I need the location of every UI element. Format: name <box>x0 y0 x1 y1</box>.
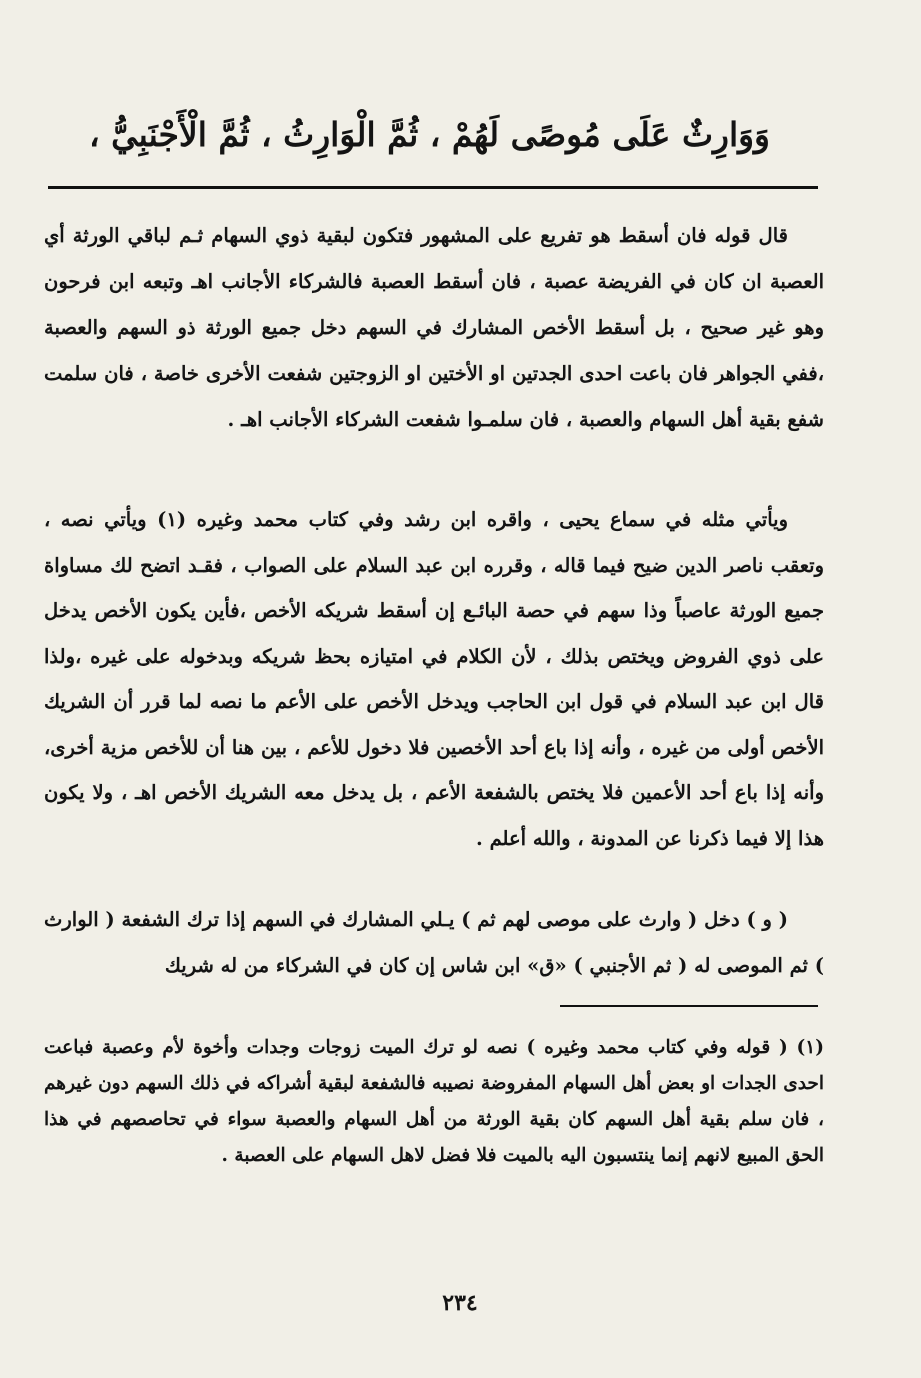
header-divider <box>48 186 818 189</box>
commentary-paragraph-3 <box>44 897 824 989</box>
commentary-paragraph-1 <box>44 213 824 443</box>
page-header-verse: وَوَارِثٌ عَلَى مُوصًى لَهُمْ ، ثُمَّ الْوَارِثُ ، ثُمَّ الْأَجْنَبِيُّ ، <box>88 115 770 154</box>
page-number: ٢٣٤ <box>442 1290 478 1316</box>
footnote-text: (١) ( قوله وفي كتاب محمد وغيره ) نصه لو ترك الميت زوجات وجدات وأخوة لأم وعصبة فباعت احدى الجدات او بعض أهل السهام المفروضة نصيبه فالشفعة لبقية أشراكه في ذلك السهم دون غيرهم ، فان سلم بقية أهل السهم كان بقية الورثة من أهل السهام والعصبة سواء في تحاصصهم في هذا الحق المبيع لانهم إنما ينتسبون اليه بالميت فلا فضل لاهل السهام على العصبة . <box>44 1037 824 1166</box>
commentary-paragraph-2 <box>44 497 824 861</box>
paragraph-text: ويأتي مثله في سماع يحيى ، واقره ابن رشد وفي كتاب محمد وغيره (١) ويأتي نصه ، وتعقب ناصر الدين ضيح فيما قاله ، وقرره ابن عبد السلام على الصواب ، فقـد اتضح لك مساواة جميع الورثة عاصباً وذا سهم في حصة البائـع إن أسقط شريكه الأخص ،فأين يكون الأخص يدخل على ذوي الفروض ويختص بذلك ، لأن الكلام في امتيازه بحظ شريكه وبدخوله على غيره ،ولذا قال ابن عبد السلام في قول ابن الحاجب ويدخل الأخص على الأعم ما نصه لما قرر أن الشريك الأخص أولى من غيره ، وأنه إذا باع أحد الأخصين فلا دخول للأعم ، بين هنا أن للأخص مزية أخرى، وأنه إذا باع أحد الأعمين فلا يختص بالشفعة الأعم ، بل يدخل معه الشريك الأخص اهـ ، ولا يكون هذا إلا فيما ذكرنا عن المدونة ، والله أعلم . <box>44 508 824 850</box>
paragraph-text: قال قوله فان أسقط هو تفريع على المشهور فتكون لبقية ذوي السهام ثـم لباقي الورثة أي العصبة ان كان في الفريضة عصبة ، فان أسقط العصبة فالشركاء الأجانب اهـ وتبعه ابن فرحون وهو غير صحيح ، بل أسقط الأخص المشارك في السهم دخل جميع الورثة ذو السهم والعصبة ،ففي الجواهر فان باعت احدى الجدتين او الأختين او الزوجتين شفعت الأخرى خاصة ، فان سلمت شفع بقية أهل السهام والعصبة ، فان سلمـوا شفعت الشركاء الأجانب اهـ . <box>44 224 824 431</box>
footnote-divider <box>560 1005 818 1007</box>
footnote <box>44 1030 824 1174</box>
paragraph-text: ( و ) دخل ( وارث على موصى لهم ثم ) يـلي المشارك في السهم إذا ترك الشفعة ( الوارث ) ثم الموصى له ( ثم الأجنبي ) «ق» ابن شاس إن كان في الشركاء من له شريك <box>44 908 824 977</box>
